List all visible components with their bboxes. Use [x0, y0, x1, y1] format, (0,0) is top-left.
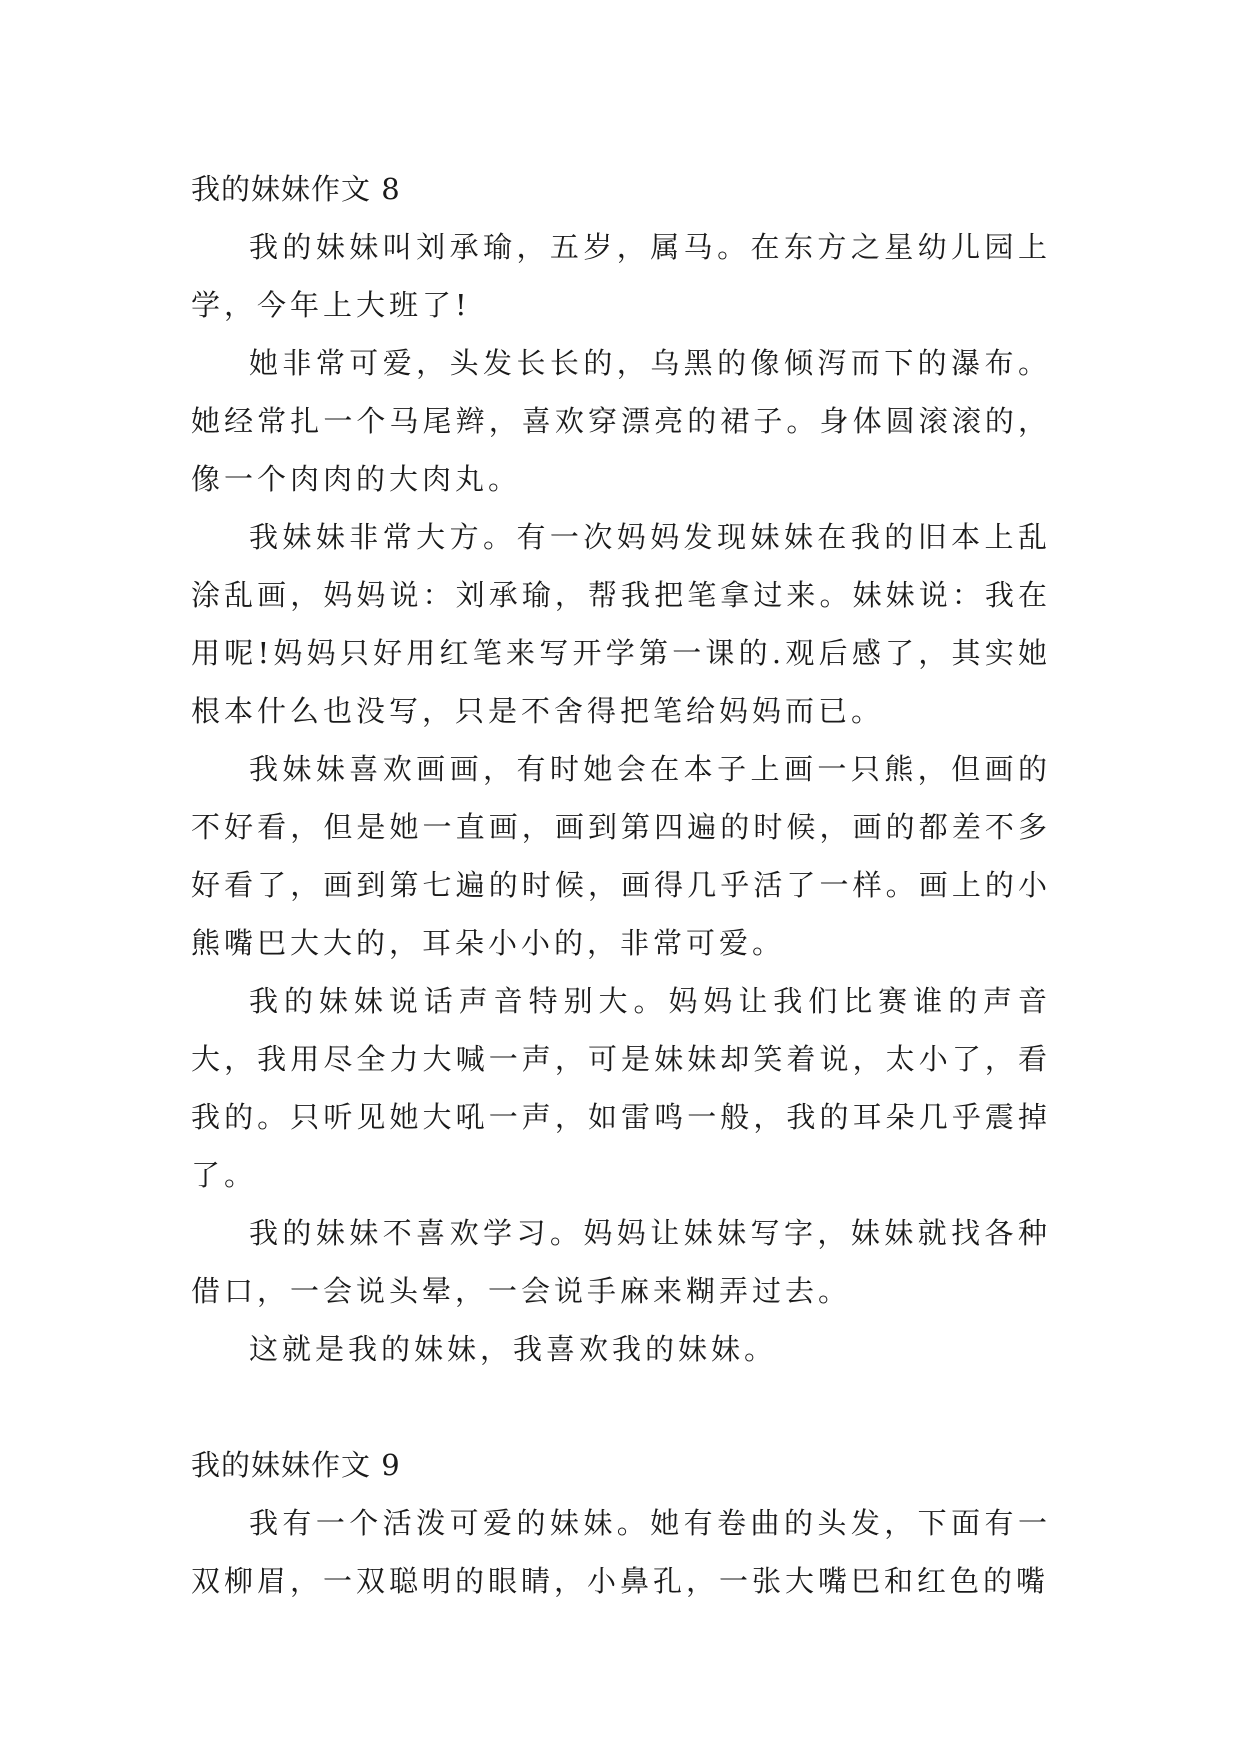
essay-8 [191, 160, 1051, 1378]
essay-title: 我的妹妹作文 9 [191, 1448, 401, 1482]
paragraph: 我的妹妹说话声音特别大。妈妈让我们比赛谁的声音大，我用尽全力大喊一声，可是妹妹却笑着说，太小了，看我的。只听见她大吼一声，如雷鸣一般，我的耳朵几乎震掉了。 [191, 984, 1051, 1192]
paragraph: 我妹妹喜欢画画，有时她会在本子上画一只熊，但画的不好看，但是她一直画，画到第四遍的时候，画的都差不多好看了，画到第七遍的时候，画得几乎活了一样。画上的小熊嘴巴大大的，耳朵小小的，非常可爱。 [191, 752, 1051, 960]
paragraph: 我妹妹非常大方。有一次妈妈发现妹妹在我的旧本上乱涂乱画，妈妈说：刘承瑜，帮我把笔拿过来。妹妹说：我在用呢!妈妈只好用红笔来写开学第一课的.观后感了，其实她根本什么也没写，只是不舍得把笔给妈妈而已。 [191, 520, 1051, 728]
essay-title: 我的妹妹作文 8 [191, 172, 401, 206]
paragraph: 她非常可爱，头发长长的，乌黑的像倾泻而下的瀑布。她经常扎一个马尾辫，喜欢穿漂亮的裙子。身体圆滚滚的，像一个肉肉的大肉丸。 [191, 346, 1051, 496]
essay-9 [191, 1436, 1051, 1610]
paragraph: 这就是我的妹妹，我喜欢我的妹妹。 [249, 1332, 778, 1366]
paragraph: 我的妹妹叫刘承瑜，五岁，属马。在东方之星幼儿园上学，今年上大班了! [191, 230, 1051, 322]
paragraph: 我的妹妹不喜欢学习。妈妈让妹妹写字，妹妹就找各种借口，一会说头晕，一会说手麻来糊弄过去。 [191, 1216, 1051, 1308]
section-spacer [191, 1378, 1051, 1436]
document-body [191, 160, 1051, 1610]
paragraph: 我有一个活泼可爱的妹妹。她有卷曲的头发，下面有一双柳眉，一双聪明的眼睛，小鼻孔，一张大嘴巴和红色的嘴 [191, 1506, 1051, 1598]
